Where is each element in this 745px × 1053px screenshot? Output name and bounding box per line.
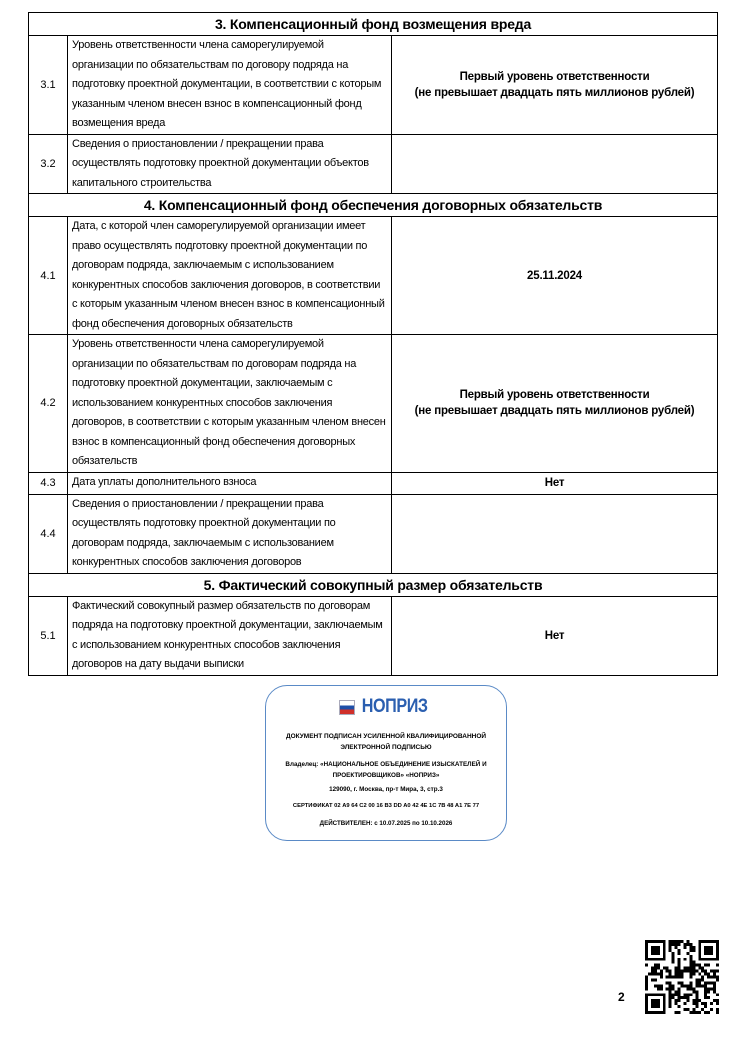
- nopriz-logo: [266, 696, 506, 722]
- value-line-2: (не превышает двадцать пять миллионов рублей): [414, 86, 695, 99]
- row-value: Нет: [392, 472, 718, 494]
- stamp-certificate: СЕРТИФИКАТ 02 A9 64 C2 00 16 B3 DD A0 42 4E 1C 7B 48 A1 7E 77: [292, 803, 480, 809]
- row-description: Уровень ответственности члена саморегулируемой организации по обязательствам по договорам подряда на подготовку проектной документации, заключаемым с использованием конкурентных способов заключения договоров, в соответствии с которым указанным членом внесен взнос в компенсационный фонд обеспечения договорных обязательств: [68, 335, 392, 473]
- row-number: 4.1: [29, 217, 68, 335]
- stamp-validity: ДЕЙСТВИТЕЛЕН: с 10.07.2025 по 10.10.2026: [319, 820, 453, 827]
- row-number: 4.2: [29, 335, 68, 473]
- value-line-1: Первый уровень ответственности: [459, 389, 650, 402]
- section-5-header: [29, 573, 718, 596]
- table-row: [29, 494, 718, 573]
- table-row: [29, 596, 718, 675]
- table-row: [29, 36, 718, 135]
- section-title: 5. Фактический совокупный размер обязательств: [29, 573, 718, 596]
- row-number: 3.1: [29, 36, 68, 135]
- flag-icon: [339, 700, 355, 715]
- stamp-address: 129090, г. Москва, пр-т Мира, 3, стр.3: [329, 786, 443, 793]
- row-value: [392, 36, 718, 135]
- row-value: [392, 335, 718, 473]
- row-description: Дата, с которой член саморегулируемой организации имеет право осуществлять подготовку проектной документации по договорам подряда, заключаемым с использованием конкурентных способов заключения договоров, в соответствии с которым указанным членом внесен взнос в компенсационный фонд обеспечения договорных обязательств: [68, 217, 392, 335]
- row-description: Сведения о приостановлении / прекращении права осуществлять подготовку проектной документации по договорам подряда, заключаемым с использованием конкурентных способов заключения договоров: [68, 494, 392, 573]
- section-title: 3. Компенсационный фонд возмещения вреда: [29, 13, 718, 36]
- row-description: Сведения о приостановлении / прекращении права осуществлять подготовку проектной документации объектов капитального строительства: [68, 134, 392, 194]
- row-value: 25.11.2024: [392, 217, 718, 335]
- value-line-2: (не превышает двадцать пять миллионов рублей): [414, 405, 695, 418]
- row-number: 4.4: [29, 494, 68, 573]
- row-number: 4.3: [29, 472, 68, 494]
- section-title: 4. Компенсационный фонд обеспечения договорных обязательств: [29, 194, 718, 217]
- row-number: 3.2: [29, 134, 68, 194]
- value-line-1: Первый уровень ответственности: [459, 70, 650, 83]
- digital-signature-stamp: [265, 685, 507, 841]
- stamp-title: ДОКУМЕНТ ПОДПИСАН УСИЛЕННОЙ КВАЛИФИЦИРОВАННОЙ ЭЛЕКТРОННОЙ ПОДПИСЬЮ: [285, 733, 487, 751]
- table-row: [29, 217, 718, 335]
- row-value: [392, 494, 718, 573]
- stamp-owner: Владелец: «НАЦИОНАЛЬНОЕ ОБЪЕДИНЕНИЕ ИЗЫСКАТЕЛЕЙ И ПРОЕКТИРОВЩИКОВ» «НОПРИЗ»: [285, 761, 487, 779]
- row-description: Фактический совокупный размер обязательств по договорам подряда на подготовку проектной документации, заключаемым с использованием конкурентных способов заключения договоров на дату выдачи выписки: [68, 596, 392, 675]
- row-value: [392, 134, 718, 194]
- section-3-header: [29, 13, 718, 36]
- row-number: 5.1: [29, 596, 68, 675]
- table-row: [29, 335, 718, 473]
- section-4-header: [29, 194, 718, 217]
- row-description: Уровень ответственности члена саморегулируемой организации по обязательствам по договору подряда на подготовку проектной документации, в соответствии с которым указанным членом внесен взнос в компенсационный фонд возмещения вреда: [68, 36, 392, 135]
- table-row: [29, 472, 718, 494]
- table-row: [29, 134, 718, 194]
- qr-code-icon: [645, 940, 719, 1014]
- row-value: Нет: [392, 596, 718, 675]
- page-number: 2: [618, 990, 625, 1004]
- logo-text: НОПРИЗ: [361, 696, 428, 717]
- row-description: Дата уплаты дополнительного взноса: [68, 472, 392, 494]
- obligations-table: [28, 12, 718, 676]
